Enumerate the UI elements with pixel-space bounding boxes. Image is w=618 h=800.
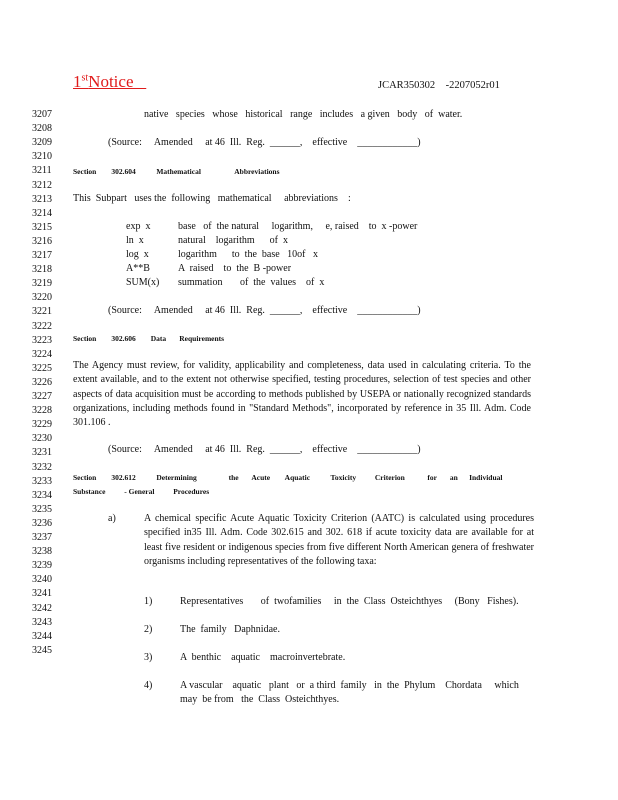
- line-number: 3245: [32, 644, 52, 656]
- item-a-paragraph: A chemical specific Acute Aquatic Toxicity Criterion (AATC) is calculated using procedures specified in35 Ill. Adm. Code 302.615 and 302. 618 if acute toxicity data are available for at least five resident or indigenous species from five different North American genera of freshwater organisms including representatives of the following taxa:: [144, 513, 534, 567]
- section-heading-302-612-cont: Substance - General Procedures: [73, 487, 210, 496]
- source-note: (Source: Amended at 46 Ill. Reg. ______, effective ____________): [108, 444, 421, 455]
- line-number: 3232: [32, 461, 52, 473]
- taxa-item-number: 4): [144, 680, 153, 691]
- line-number: 3241: [32, 588, 52, 600]
- notice-word: Notice: [88, 72, 134, 91]
- taxa-item-4-continuation: may be from the Class Osteichthyes.: [180, 694, 340, 705]
- line-number: 3239: [32, 560, 52, 572]
- abbreviation-definition: logarithm to the base 10of x: [178, 249, 318, 260]
- taxa-item-number: 1): [144, 596, 153, 607]
- line-number: 3233: [32, 475, 52, 487]
- taxa-item-text: A benthic aquatic macroinvertebrate.: [180, 652, 346, 663]
- taxa-item-number: 2): [144, 624, 153, 635]
- line-number: 3221: [32, 306, 52, 318]
- abbreviation-term: SUM(x): [126, 277, 160, 288]
- line-number: 3222: [32, 320, 52, 332]
- source-note: (Source: Amended at 46 Ill. Reg. ______, effective ____________): [108, 137, 421, 148]
- source-note: (Source: Amended at 46 Ill. Reg. ______, effective ____________): [108, 305, 421, 316]
- line-number: 3208: [32, 123, 52, 135]
- line-number: 3235: [32, 503, 52, 515]
- line-number: 3244: [32, 630, 52, 642]
- line-number: 3230: [32, 433, 52, 445]
- line-number: 3216: [32, 235, 52, 247]
- notice-number: 1: [73, 72, 82, 91]
- line-number: 3227: [32, 391, 52, 402]
- abbreviation-term: A**B: [126, 263, 150, 274]
- line-number: 3228: [32, 405, 52, 417]
- abbreviation-definition: base of the natural logarithm, e, raised to x -power: [178, 221, 418, 232]
- abbreviation-definition: summation of the values of x: [178, 277, 325, 288]
- line-number: 3229: [32, 419, 52, 431]
- line-number: 3218: [32, 264, 52, 276]
- item-a-label: a): [108, 513, 116, 524]
- line-number: 3225: [32, 362, 52, 374]
- line-number: 3219: [32, 278, 52, 290]
- taxa-item-number: 3): [144, 652, 153, 663]
- taxa-item-text: The family Daphnidae.: [180, 624, 280, 635]
- first-notice-heading: [73, 72, 146, 92]
- line-number: 3223: [32, 334, 52, 346]
- line-number: 3211: [32, 165, 52, 177]
- line-number: 3212: [32, 179, 52, 191]
- line-number: 3215: [32, 221, 52, 233]
- abbreviation-definition: A raised to the B -power: [178, 263, 292, 274]
- taxa-item-text: A vascular aquatic plant or a third family in the Phylum Chordata which: [180, 680, 519, 691]
- section-intro: This Subpart uses the following mathematical abbreviations :: [73, 193, 351, 204]
- data-requirements-paragraph: The Agency must review, for validity, applicability and completeness, data used in calculating criteria. To the extent available, and to the extent not otherwise specified, testing procedures, selection of test species and other aspects of data acquisition must be according to methods published by USEPA or nationally recognized standards organizations, including methods found in "Standard Methods", incorporated by reference in 35 Ill. Adm. Code 301.106 .: [73, 360, 531, 429]
- line-number: 3207: [32, 109, 52, 120]
- section-heading-302-612: Section 302.612 Determining the Acute Aquatic Toxicity Criterion for an Individual: [73, 473, 503, 482]
- line-number: 3234: [32, 489, 52, 501]
- taxa-item-text: Representatives of twofamilies in the Class Osteichthyes (Bony Fishes).: [180, 596, 519, 607]
- line-number: 3224: [32, 348, 52, 360]
- line-number: 3231: [32, 447, 52, 459]
- line-number: 3217: [32, 250, 52, 261]
- text-line-3207: native species whose historical range includes a given body of water.: [144, 109, 463, 120]
- line-number: 3236: [32, 517, 52, 529]
- line-number: 3237: [32, 532, 52, 543]
- line-number: 3243: [32, 616, 52, 628]
- line-number: 3213: [32, 193, 52, 205]
- line-number: 3210: [32, 151, 52, 163]
- document-id: JCAR350302 -2207052r01: [378, 80, 500, 91]
- line-number: 3214: [32, 207, 52, 219]
- abbreviation-definition: natural logarithm of x: [178, 235, 288, 246]
- notice-superscript: st: [81, 72, 89, 84]
- line-number: 3226: [32, 376, 52, 388]
- section-heading-302-606: Section 302.606 Data Requirements: [73, 334, 225, 343]
- section-heading-302-604: Section 302.604 Mathematical Abbreviations: [73, 167, 280, 176]
- line-number: 3209: [32, 137, 52, 149]
- abbreviation-term: ln x: [126, 235, 144, 246]
- line-number: 3242: [32, 602, 52, 614]
- line-number: 3240: [32, 574, 52, 586]
- abbreviation-term: log x: [126, 249, 149, 260]
- abbreviation-term: exp x: [126, 221, 151, 232]
- line-number: 3220: [32, 292, 52, 304]
- line-number: 3238: [32, 546, 52, 558]
